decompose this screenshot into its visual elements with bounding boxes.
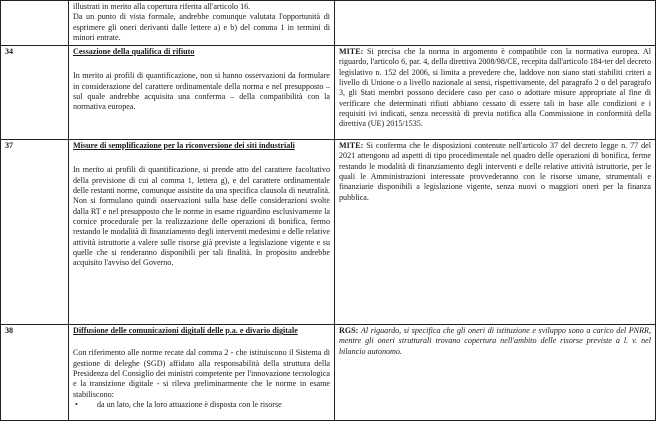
response-source-label: MITE: bbox=[339, 47, 364, 57]
response-source-label: MITE: bbox=[339, 141, 364, 151]
observation-cell bbox=[69, 1, 335, 46]
observation-cell bbox=[69, 140, 335, 325]
observation-cell bbox=[69, 46, 335, 140]
response-text: Si conferma che le disposizioni contenute nell'articolo 37 del decreto legge n. 77 del 2021 attengono ad aspetti di tipo procedimentale nel quadro delle operazioni di bonifica, ferme restando le modalità di finanziamento degli interventi e delle relative attività istruttorie, per le quali le Amministrazioni interessate provvederanno con le risorse umane, strumentali e finanziarie disponibili a legislazione vigente, senza nuovi o maggiori oneri per la finanza pubblica. bbox=[339, 141, 651, 202]
observation-text: In merito ai profili di quantificazione, non si hanno osservazioni da formulare in considerazione del carattere ordinamentale della norma e nel presupposto – sul quale andrebbe acquisita una conferma – della compatibilità con la normativa europea. bbox=[73, 71, 330, 112]
bullet-item bbox=[73, 400, 330, 410]
article-title: Cessazione della qualifica di rifiuto bbox=[73, 47, 195, 57]
article-title: Misure di semplificazione per la riconversione dei siti industriali bbox=[73, 141, 295, 151]
article-title: Diffusione delle comunicazioni digitali delle p.a. e divario digitale bbox=[73, 326, 298, 336]
observation-cell bbox=[69, 325, 335, 421]
response-cell bbox=[335, 140, 656, 325]
row-number-cell bbox=[1, 1, 69, 46]
row-number: 34 bbox=[1, 46, 69, 140]
response-cell bbox=[335, 46, 656, 140]
observation-text: illustrati in merito alla copertura riferita all'articolo 16. bbox=[73, 2, 251, 11]
response-cell bbox=[335, 325, 656, 421]
table-row bbox=[1, 140, 656, 325]
response-text: Al riguardo, si specifica che gli oneri di istituzione e sviluppo sono a carico del PNRR, mentre gli oneri strutturali trovano copertura nell'ambito delle risorse previste a l. v. nel bilancio autonomo. bbox=[339, 326, 651, 356]
bullet-icon: • bbox=[75, 399, 78, 409]
observation-text: In merito ai profili di quantificazione, si prende atto del carattere facoltativo della previsione di cui al comma 1, lettera g), e del carattere ordinamentale delle restanti norme, comunque assistite da una specifica clausola di neutralità. Non si formulano quindi osservazioni sulla base delle considerazioni svolte dalla RT e nel presupposto che le norme in esame riguardino esclusivamente la cornice procedurale per la realizzazione delle operazioni di bonifica, fermo restando le modalità di finanziamento degli interventi medesimi e delle relative attività istruttorie a valere sulle risorse già previste a legislazione vigente e su quelle che si renderanno disponibili per tali finalità. In proposito andrebbe acquisito l'avviso del Governo. bbox=[73, 165, 330, 268]
bullet-text: da un lato, che la loro attuazione è disposta con le risorse bbox=[97, 399, 282, 409]
row-number: 37 bbox=[1, 140, 69, 325]
response-cell bbox=[335, 1, 656, 46]
response-source-label: RGS: bbox=[339, 326, 359, 336]
observation-text: Con riferimento alle norme recate dal comma 2 - che istituiscono il Sistema di gestione di deleghe (SGD) affidato alla responsabilità della struttura della Presidenza del Consiglio dei ministri competente per l'innovazione tecnologica e la transizione digitale - si rileva preliminarmente che le norme in esame stabiliscono: bbox=[73, 348, 330, 399]
table-row bbox=[1, 1, 656, 46]
table-row bbox=[1, 325, 656, 421]
table-row bbox=[1, 46, 656, 140]
observation-text: Da un punto di vista formale, andrebbe comunque valutata l'opportunità di esprimere gli oneri derivanti dalle lettere a) e b) del comma 1 in termini di minori entrate. bbox=[73, 12, 330, 42]
response-text: Si precisa che la norma in argomento è compatibile con la normativa europea. Al riguardo, l'articolo 6, par. 4, della direttiva 2008/98/CE, recepita dall'articolo 184-ter del decreto legislativo n. 152 del 2006, si limita a prevedere che, laddove non siano stati stabiliti criteri a livello di Unione o a livello nazionale ai sensi, rispettivamente, del paragrafo 2 o del paragrafo 3, gli Stati membri possono decidere caso per caso o adottare misure appropriate al fine di verificare che determinati rifiuti abbiano cessato di essere tali in base alle condizioni e i requisiti ivi indicati, senza necessità di previa notifica alla Commissione in conformità della direttiva (UE) 2015/1535. bbox=[339, 47, 651, 129]
row-number: 38 bbox=[1, 325, 69, 421]
